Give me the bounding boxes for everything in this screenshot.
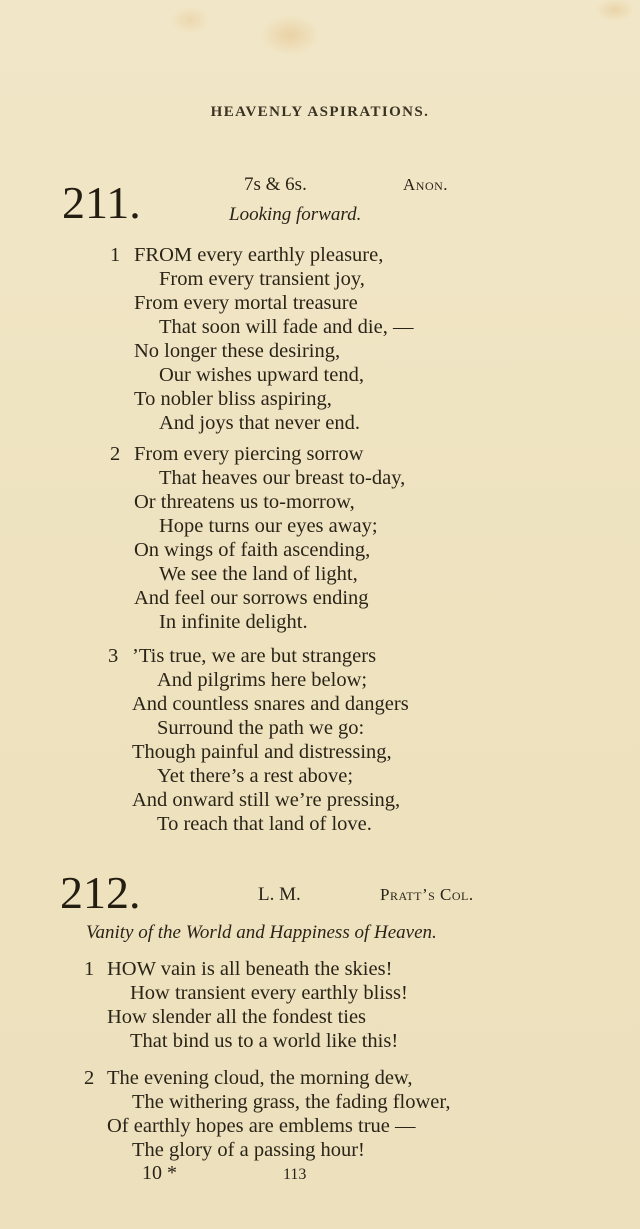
verse-number: 2 [84,1067,95,1089]
verse-number: 2 [110,443,121,465]
verse-line: From every piercing sorrow [134,443,364,465]
hymn-subtitle: Looking forward. [229,204,362,225]
verse-line: Or threatens us to-morrow, [134,491,355,513]
verse-line: ’Tis true, we are but strangers [132,645,377,667]
verse-line: On wings of faith ascending, [134,539,371,561]
hymn-number: 211. [62,177,141,228]
verse-line: FROM every earthly pleasure, [134,244,384,266]
verse-line: And onward still we’re pressing, [132,789,401,811]
verse-line: And countless snares and dangers [132,693,409,715]
verse-line: Of earthly hopes are emblems true — [107,1115,416,1137]
verse-line: That bind us to a world like this! [130,1030,399,1052]
verse-number: 1 [110,244,121,266]
hymn-author: Anon. [403,175,449,194]
verse-line: From every mortal treasure [134,292,358,314]
signature-mark: 10 * [142,1162,177,1184]
verse-number: 3 [108,645,119,667]
verse-line: We see the land of light, [159,563,358,585]
hymn-subtitle: Vanity of the World and Happiness of Heaven. [86,922,437,943]
verse-line: To reach that land of love. [157,813,372,835]
verse-line: How slender all the fondest ties [107,1006,367,1028]
hymn-number: 212. [60,867,141,918]
verse-line: That soon will fade and die, — [159,316,414,338]
page-number: 113 [283,1166,307,1183]
verse-line: The withering grass, the fading flower, [132,1091,451,1113]
hymn-meter: 7s & 6s. [244,174,307,195]
verse-line: No longer these desiring, [134,340,341,362]
verse-line: Our wishes upward tend, [159,364,364,386]
verse-line: The glory of a passing hour! [132,1139,365,1161]
verse-line: Surround the path we go: [157,717,365,739]
verse-line: From every transient joy, [159,268,365,290]
verse-line: And joys that never end. [159,412,360,434]
verse-line: And feel our sorrows ending [134,587,369,609]
verse-line: In infinite delight. [159,611,308,633]
verse-line: HOW vain is all beneath the skies! [107,958,393,980]
verse-number: 1 [84,958,95,980]
verse-line: The evening cloud, the morning dew, [107,1067,413,1089]
verse-line: Though painful and distressing, [132,741,392,763]
verse-line: That heaves our breast to-day, [159,467,406,489]
running-head: HEAVENLY ASPIRATIONS. [210,104,430,120]
hymn-meter: L. M. [258,884,301,905]
verse-line: Yet there’s a rest above; [157,765,354,787]
verse-line: Hope turns our eyes away; [159,515,378,537]
verse-line: And pilgrims here below; [157,669,368,691]
verse-line: To nobler bliss aspiring, [134,388,332,410]
verse-line: How transient every earthly bliss! [130,982,408,1004]
hymn-author: Pratt’s Col. [380,885,474,904]
